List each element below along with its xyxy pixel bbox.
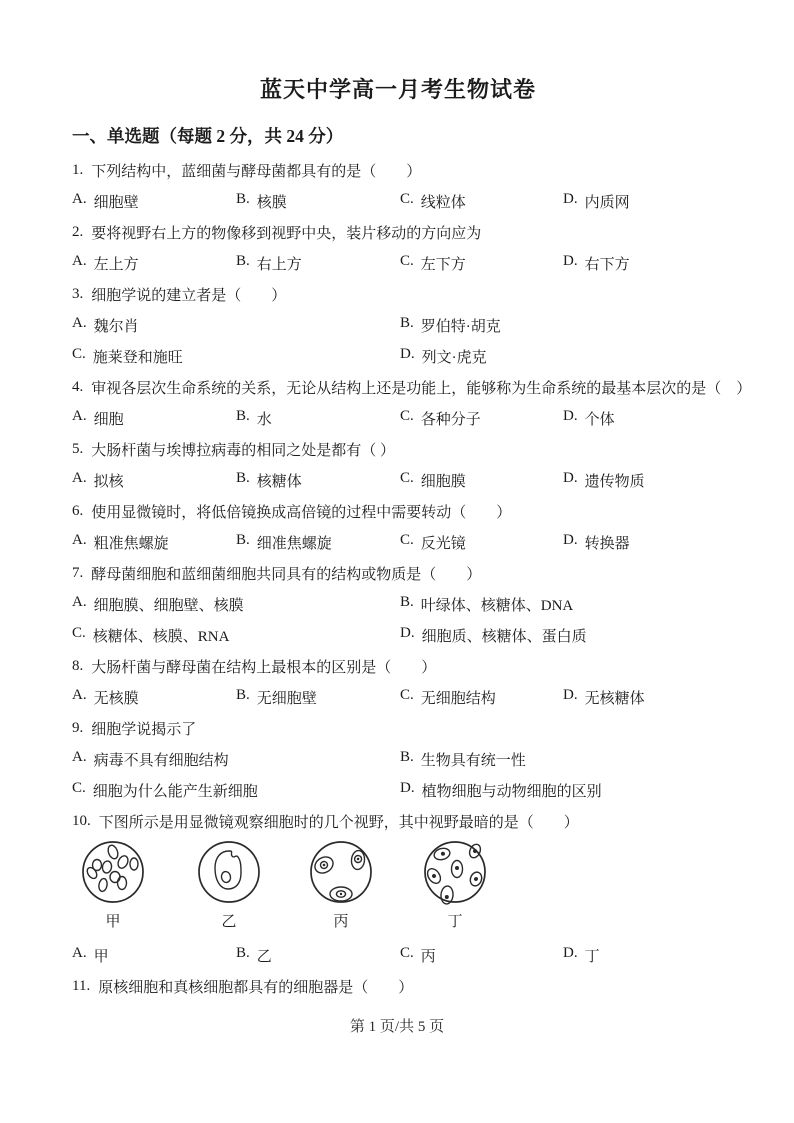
option-c [72, 625, 400, 646]
option-label: D. [400, 346, 415, 362]
figure-label-ding: 丁 [447, 914, 463, 930]
page-content [72, 0, 752, 1002]
option-text: 魏尔肖 [93, 319, 139, 335]
option-d [400, 346, 724, 367]
option-label: B. [236, 945, 250, 961]
option-text: 水 [256, 412, 272, 428]
page-footer: 第 1 页/共 5 页 [349, 1019, 445, 1035]
question-number: 10. [72, 813, 91, 829]
options-row [72, 186, 724, 217]
option-text: 细胞质、核糖体、蛋白质 [421, 629, 587, 645]
question-text: 酵母菌细胞和蓝细菌细胞共同具有的结构或物质是（ ） [91, 567, 482, 583]
option-label: B. [400, 749, 414, 765]
option-label: B. [400, 594, 414, 610]
option-label: D. [563, 687, 578, 703]
option-text: 内质网 [584, 195, 630, 211]
option-a [72, 253, 236, 274]
option-b [236, 191, 400, 212]
question-stem-4 [72, 372, 752, 403]
question-text: 大肠杆菌与酵母菌在结构上最根本的区别是（ ） [91, 660, 437, 676]
option-text: 右上方 [256, 257, 302, 273]
page-title: 蓝天中学高一月考生物试卷 [259, 77, 536, 102]
option-text: 拟核 [93, 474, 124, 490]
question-stem-8 [72, 651, 724, 682]
option-b [236, 408, 400, 429]
option-label: C. [72, 780, 86, 796]
option-label: C. [72, 625, 86, 641]
option-a [72, 749, 400, 770]
option-text: 罗伯特·胡克 [420, 319, 501, 335]
figure-label-jia: 甲 [105, 914, 121, 930]
option-label: B. [236, 191, 250, 207]
option-text: 列文·虎克 [421, 350, 487, 366]
option-a [72, 945, 236, 966]
option-text: 细胞为什么能产生新细胞 [92, 784, 258, 800]
question-text: 下图所示是用显微镜观察细胞时的几个视野，其中视野最暗的是（ ） [98, 815, 579, 831]
option-c [400, 408, 563, 429]
option-label: B. [400, 315, 414, 331]
option-text: 细准焦螺旋 [256, 536, 332, 552]
option-text: 各种分子 [420, 412, 481, 428]
option-text: 甲 [93, 949, 109, 965]
question-number: 7. [72, 565, 84, 581]
question-number: 5. [72, 441, 84, 457]
option-text: 左上方 [93, 257, 139, 273]
option-text: 遗传物质 [584, 474, 645, 490]
option-label: C. [400, 945, 414, 961]
option-c [400, 191, 563, 212]
question-number: 3. [72, 286, 84, 302]
option-label: B. [236, 687, 250, 703]
option-label: D. [400, 625, 415, 641]
option-label: A. [72, 945, 87, 961]
option-label: C. [400, 253, 414, 269]
option-label: B. [236, 253, 250, 269]
option-text: 无核糖体 [584, 691, 645, 707]
option-text: 生物具有统一性 [420, 753, 526, 769]
option-label: A. [72, 594, 87, 610]
question-stem-3 [72, 279, 724, 310]
question-text: 细胞学说揭示了 [91, 722, 197, 738]
options-row [72, 465, 724, 496]
option-label: C. [400, 532, 414, 548]
option-text: 细胞膜、细胞壁、核膜 [93, 598, 244, 614]
option-text: 细胞膜 [420, 474, 466, 490]
option-a [72, 191, 236, 212]
option-b [236, 687, 400, 708]
question-text: 审视各层次生命系统的关系，无论从结构上还是功能上，能够称为生命系统的最基本层次的是（ ） [91, 381, 752, 397]
question-text: 细胞学说的建立者是（ ） [91, 288, 287, 304]
question-text: 大肠杆菌与埃博拉病毒的相同之处是都有（ ） [91, 443, 396, 459]
microscope-view-jia [83, 842, 143, 902]
question-number: 9. [72, 720, 84, 736]
option-text: 乙 [256, 949, 272, 965]
option-text: 病毒不具有细胞结构 [93, 753, 229, 769]
options-row [72, 940, 724, 971]
option-a [72, 315, 400, 336]
question-number: 2. [72, 224, 84, 240]
option-d [563, 687, 724, 708]
option-c [400, 470, 563, 491]
section-heading: 一、单选题（每题 2 分，共 24 分） [72, 126, 344, 146]
option-d [563, 253, 724, 274]
question-text: 下列结构中，蓝细菌与酵母菌都具有的是（ ） [91, 164, 422, 180]
option-b [400, 594, 724, 615]
question-number: 8. [72, 658, 84, 674]
option-b [400, 749, 724, 770]
question-stem-10 [72, 806, 724, 837]
option-label: A. [72, 749, 87, 765]
option-text: 个体 [584, 412, 615, 428]
figure-label-yi: 乙 [221, 914, 237, 930]
option-label: D. [563, 408, 578, 424]
microscope-view-ding [425, 842, 485, 904]
option-label: C. [400, 191, 414, 207]
options-grid [72, 310, 724, 372]
question-list [72, 155, 752, 1002]
question-stem-6 [72, 496, 724, 527]
option-text: 丙 [420, 949, 436, 965]
option-label: A. [72, 253, 87, 269]
option-b [236, 532, 400, 553]
option-a [72, 532, 236, 553]
option-label: A. [72, 315, 87, 331]
option-label: D. [563, 470, 578, 486]
options-row [72, 403, 724, 434]
options-row [72, 527, 724, 558]
option-text: 反光镜 [420, 536, 466, 552]
option-label: A. [72, 687, 87, 703]
question-text: 使用显微镜时，将低倍镜换成高倍镜的过程中需要转动（ ） [91, 505, 512, 521]
option-b [236, 253, 400, 274]
question-text: 原核细胞和真核细胞都具有的细胞器是（ ） [98, 980, 414, 996]
option-text: 细胞壁 [93, 195, 139, 211]
option-d [400, 625, 724, 646]
options-row [72, 248, 724, 279]
figure-label-bing: 丙 [333, 914, 349, 930]
option-label: C. [400, 408, 414, 424]
option-label: B. [236, 408, 250, 424]
option-label: D. [563, 945, 578, 961]
option-label: A. [72, 532, 87, 548]
option-text: 转换器 [584, 536, 630, 552]
figure-microscope-views [72, 837, 724, 940]
question-stem-5 [72, 434, 724, 465]
question-number: 6. [72, 503, 84, 519]
option-c [72, 346, 400, 367]
option-b [236, 945, 400, 966]
question-number: 4. [72, 379, 84, 395]
option-label: D. [563, 532, 578, 548]
option-d [563, 470, 724, 491]
question-text: 要将视野右上方的物像移到视野中央，装片移动的方向应为 [91, 226, 482, 242]
option-text: 核膜 [256, 195, 287, 211]
option-d [563, 191, 724, 212]
option-a [72, 687, 236, 708]
option-a [72, 470, 236, 491]
option-label: D. [563, 253, 578, 269]
option-text: 右下方 [584, 257, 630, 273]
question-stem-1 [72, 155, 724, 186]
option-d [563, 408, 724, 429]
option-label: C. [400, 687, 414, 703]
option-label: B. [236, 470, 250, 486]
option-label: A. [72, 408, 87, 424]
option-c [400, 945, 563, 966]
options-grid [72, 589, 724, 651]
question-stem-7 [72, 558, 724, 589]
option-b [236, 470, 400, 491]
question-stem-11 [72, 971, 724, 1002]
microscope-view-yi [199, 842, 259, 902]
option-text: 细胞 [93, 412, 124, 428]
option-text: 丁 [584, 949, 600, 965]
option-label: A. [72, 191, 87, 207]
option-text: 植物细胞与动物细胞的区别 [421, 784, 602, 800]
option-b [400, 315, 724, 336]
option-label: C. [72, 346, 86, 362]
option-text: 无细胞壁 [256, 691, 317, 707]
option-text: 左下方 [420, 257, 466, 273]
options-grid [72, 744, 724, 806]
option-label: D. [563, 191, 578, 207]
option-label: D. [400, 780, 415, 796]
option-c [400, 687, 563, 708]
option-text: 无核膜 [93, 691, 139, 707]
option-text: 无细胞结构 [420, 691, 496, 707]
options-row [72, 682, 724, 713]
option-c [400, 532, 563, 553]
option-c [72, 780, 400, 801]
option-label: A. [72, 470, 87, 486]
microscope-view-bing [311, 842, 371, 902]
option-text: 线粒体 [420, 195, 466, 211]
option-d [563, 532, 724, 553]
option-label: C. [400, 470, 414, 486]
option-c [400, 253, 563, 274]
option-text: 核糖体 [256, 474, 302, 490]
question-stem-2 [72, 217, 724, 248]
option-a [72, 594, 400, 615]
question-number: 11. [72, 978, 91, 994]
option-d [400, 780, 724, 801]
option-d [563, 945, 724, 966]
question-number: 1. [72, 162, 84, 178]
option-label: B. [236, 532, 250, 548]
option-text: 叶绿体、核糖体、DNA [420, 598, 574, 614]
option-a [72, 408, 236, 429]
option-text: 粗准焦螺旋 [93, 536, 169, 552]
option-text: 施莱登和施旺 [92, 350, 183, 366]
option-text: 核糖体、核膜、RNA [92, 629, 230, 645]
question-stem-9 [72, 713, 724, 744]
